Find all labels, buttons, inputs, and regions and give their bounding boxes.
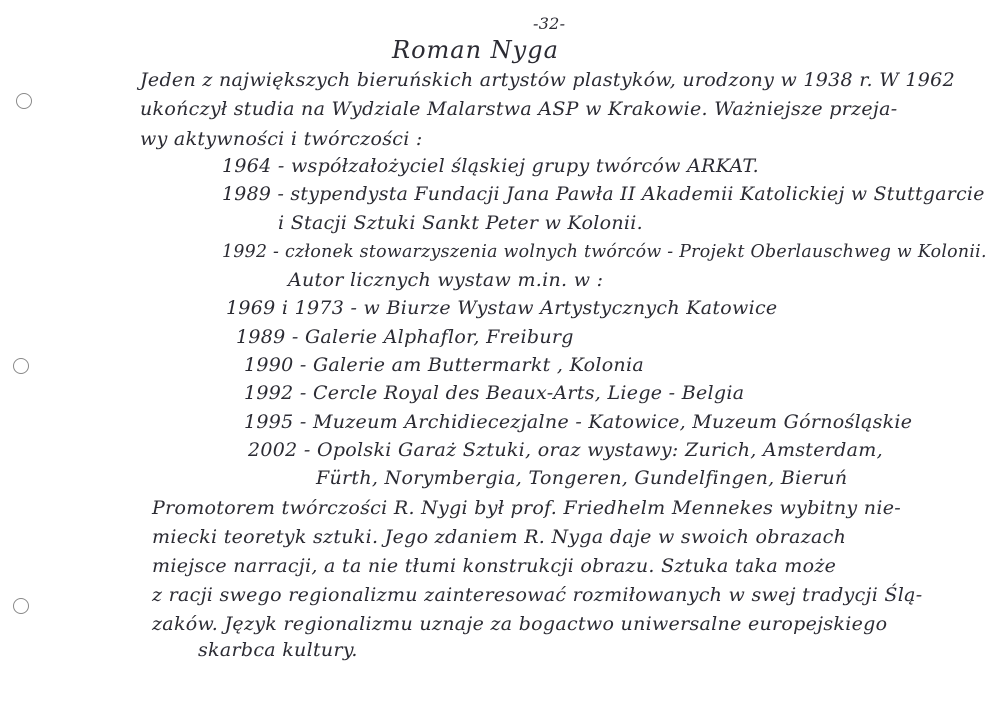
- exhibition-line: 1992 - Cercle Royal des Beaux-Arts, Liege - Belgia: [244, 382, 745, 404]
- activity-line: 1964 - współzałożyciel śląskiej grupy twórców ARKAT.: [222, 155, 759, 177]
- closing-line: miejsce narracji, a ta nie tłumi konstrukcji obrazu. Sztuka taka może: [152, 555, 837, 577]
- intro-line: ukończył studia na Wydziale Malarstwa ASP w Krakowie. Ważniejsze przeja-: [140, 98, 898, 120]
- closing-line: miecki teoretyk sztuki. Jego zdaniem R. Nyga daje w swoich obrazach: [152, 526, 847, 548]
- activity-line: 1989 - stypendysta Fundacji Jana Pawła II Akademii Katolickiej w Stuttgarcie: [222, 184, 985, 205]
- closing-line: skarbca kultury.: [198, 639, 358, 661]
- page-number: -32-: [533, 14, 566, 33]
- page-title: Roman Nyga: [392, 36, 559, 64]
- exhibition-line: 1989 - Galerie Alphaflor, Freiburg: [236, 326, 574, 348]
- exhibition-line: 1969 i 1973 - w Biurze Wystaw Artystycznych Katowice: [226, 297, 778, 319]
- activity-line: Autor licznych wystaw m.in. w :: [288, 269, 604, 291]
- punch-hole-icon: [13, 598, 29, 614]
- activity-line: i Stacji Sztuki Sankt Peter w Kolonii.: [278, 212, 643, 234]
- exhibition-line: Fürth, Norymbergia, Tongeren, Gundelfingen, Bieruń: [316, 467, 848, 489]
- closing-line: z racji swego regionalizmu zainteresować rozmiłowanych w swej tradycji Ślą-: [152, 584, 923, 606]
- exhibition-line: 2002 - Opolski Garaż Sztuki, oraz wystawy: Zurich, Amsterdam,: [248, 439, 883, 461]
- intro-line: Jeden z największych bieruńskich artystów plastyków, urodzony w 1938 r. W 1962: [140, 69, 955, 91]
- punch-hole-icon: [13, 358, 29, 374]
- closing-line: zaków. Język regionalizmu uznaje za bogactwo uniwersalne europejskiego: [152, 613, 888, 635]
- intro-line: wy aktywności i twórczości :: [140, 128, 423, 150]
- closing-line: Promotorem twórczości R. Nygi był prof. Friedhelm Mennekes wybitny nie-: [152, 497, 901, 519]
- punch-hole-icon: [16, 93, 32, 109]
- activity-line: 1992 - członek stowarzyszenia wolnych twórców - Projekt Oberlauschweg w Kolonii.: [222, 242, 987, 262]
- exhibition-line: 1990 - Galerie am Buttermarkt , Kolonia: [244, 354, 644, 376]
- exhibition-line: 1995 - Muzeum Archidiecezjalne - Katowice, Muzeum Górnośląskie: [244, 411, 913, 433]
